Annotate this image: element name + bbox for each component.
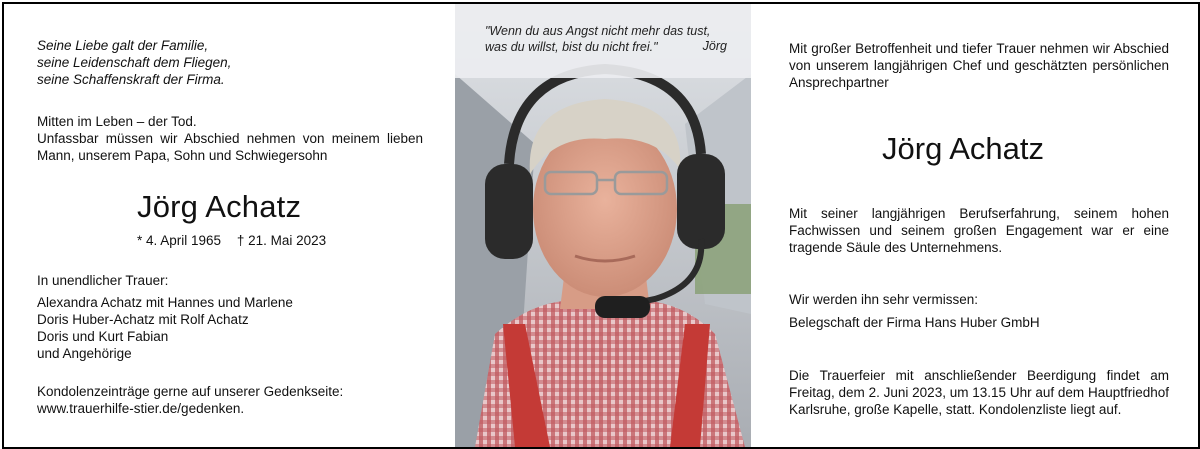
mourner: Doris Huber-Achatz mit Rolf Achatz: [37, 312, 249, 327]
mourner: Doris und Kurt Fabian: [37, 329, 169, 344]
mourner: Alexandra Achatz mit Hannes und Marlene: [37, 295, 293, 310]
funeral-info: Die Trauerfeier mit anschließender Beerdigung findet am Freitag, dem 2. Juni 2023, um 13.15 Uhr auf dem Hauptfriedhof Karlsruhe, große Kapelle, statt. Kondolenzliste liegt auf.: [789, 368, 1169, 417]
motto-line: seine Leidenschaft dem Fliegen,: [37, 55, 232, 70]
mourners-list: [37, 294, 293, 362]
mourning-heading: In unendlicher Trauer:: [37, 273, 169, 288]
motto-line: seine Schaffenskraft der Firma.: [37, 72, 225, 87]
company-intro: Mit großer Betroffenheit und tiefer Trauer nehmen wir Abschied von unserem langjährigen Chef und geschätzten persönlichen Ansprechpartner: [789, 41, 1169, 90]
intro-line: Mitten im Leben – der Tod.: [37, 114, 197, 129]
quote-author: Jörg: [702, 39, 727, 53]
quote-band: [455, 4, 751, 78]
motto: [37, 37, 423, 88]
quote-line: "Wenn du aus Angst nicht mehr das tust,: [485, 24, 711, 38]
intro-text: Unfassbar müssen wir Abschied nehmen von meinem lieben Mann, unserem Papa, Sohn und Schwiegersohn: [37, 131, 423, 163]
quote: [485, 23, 735, 55]
deceased-name: Jörg Achatz: [137, 189, 302, 224]
left-column: [37, 37, 423, 164]
quote-line: was du willst, bist du nicht frei.": [485, 40, 658, 54]
tribute-text: Mit seiner langjährigen Berufserfahrung, seinem hohen Fachwissen und seinem großen Engagement war er eine tragende Säule des Unternehmens.: [789, 206, 1169, 255]
mourner: und Angehörige: [37, 346, 132, 361]
condolence-text: Kondolenzeinträge gerne auf unserer Gedenkseite:: [37, 384, 344, 399]
birth-date: * 4. April 1965: [137, 233, 222, 248]
miss-heading: Wir werden ihn sehr vermissen:: [789, 292, 979, 307]
death-date: † 21. Mai 2023: [236, 233, 327, 248]
motto-line: Seine Liebe galt der Familie,: [37, 38, 209, 53]
company-staff: Belegschaft der Firma Hans Huber GmbH: [789, 315, 1040, 330]
deceased-name-right: Jörg Achatz: [882, 131, 1044, 166]
condolence-info: [37, 383, 343, 417]
life-dates: [137, 233, 338, 248]
obituary-card: [2, 2, 1200, 449]
condolence-url: www.trauerhilfe-stier.de/gedenken.: [37, 401, 245, 416]
portrait-photo: [455, 4, 751, 447]
